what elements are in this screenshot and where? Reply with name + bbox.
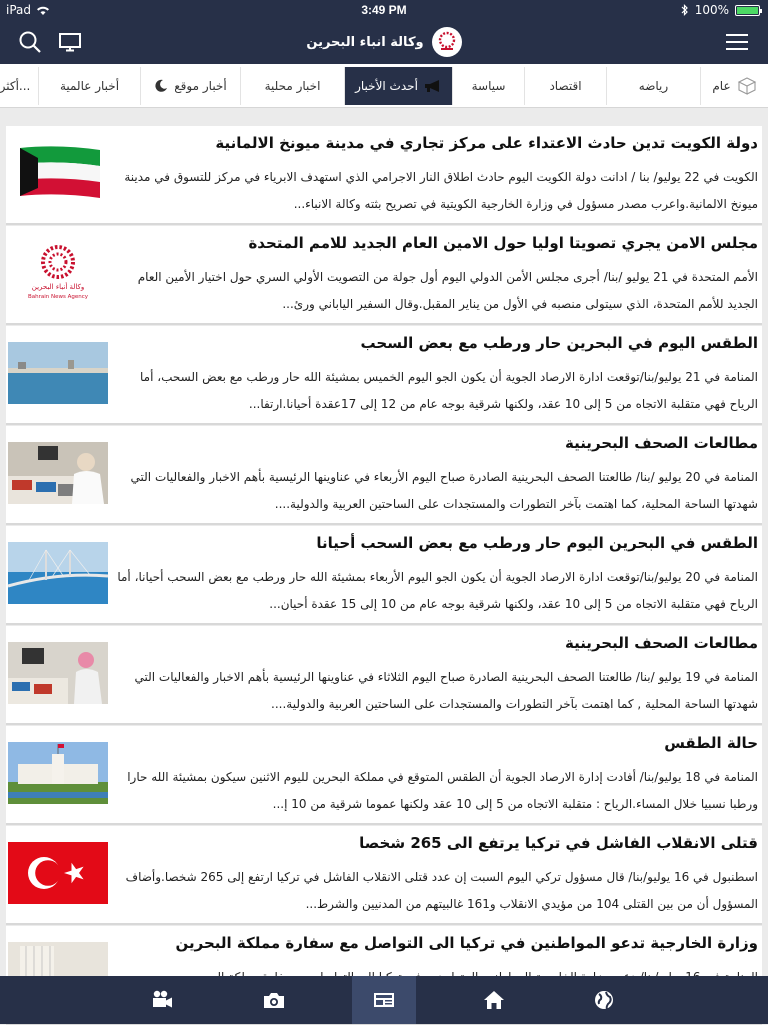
- clock: 3:49 PM: [361, 3, 407, 17]
- tab-local-news[interactable]: [240, 67, 344, 105]
- tab-label: أخبار عالمية: [59, 79, 120, 93]
- video-camera-icon: [151, 990, 173, 1010]
- tab-label: اقتصاد: [549, 79, 582, 93]
- article-title: دولة الكويت تدين حادث الاعتداء على مركز تجاري في مدينة ميونخ الالمانية: [215, 134, 758, 152]
- palace-photo-thumbnail: [8, 742, 108, 804]
- article-title: مجلس الامن يجري تصويتا اوليا حول الامين العام الجديد للامم المتحدة: [248, 234, 758, 252]
- tab-more[interactable]: [0, 67, 38, 105]
- tab-sports[interactable]: [606, 67, 700, 105]
- turkey-flag-thumbnail: [8, 842, 108, 904]
- article-title: مطالعات الصحف البحرينية: [564, 434, 758, 452]
- newspaper-photo-thumbnail: [8, 642, 108, 704]
- article-title: مطالعات الصحف البحرينية: [564, 634, 758, 652]
- news-card[interactable]: [6, 126, 762, 225]
- article-title: حالة الطقس: [664, 734, 758, 752]
- navigation-bar: [0, 20, 768, 64]
- article-summary: اسطنبول في 16 يوليو/بنا/ قال مسؤول تركي اليوم السبت إن عدد قتلى الانقلاب الفاشل في تركيا ارتفع إلى 265 شخصا.وأضاف المسؤول أن من بين القتلى 104 من مؤيدي الانقلاب و161 غالبيتهم من المدنيين والشرط...: [125, 870, 758, 911]
- battery-icon: [735, 5, 760, 16]
- news-card[interactable]: [6, 326, 762, 425]
- news-feed[interactable]: [6, 126, 762, 976]
- newspaper-photo-thumbnail: [8, 442, 108, 504]
- bottom-tab-news[interactable]: [352, 976, 416, 1024]
- article-summary: المنامة في 18 يوليو/بنا/ أفادت إدارة الارصاد الجوية أن الطقس المتوقع في مملكة البحرين لليوم الاثنين سيكون بمشيئة الله حارا ورطبا نسبيا خلال المساء.الرياح : متقلبة الاتجاه من 5 إلى 10 عقد ولكنها عموما شرقية من 10 إ...: [127, 770, 758, 811]
- article-summary: الكويت في 22 يوليو/ بنا / ادانت دولة الكويت اليوم حادث اطلاق النار الاجرامي الذي استهدف الابرياء في مركز للتسوق في مدينة ميونخ الالمانية.واعرب مصدر مسؤول في وزارة الخارجية الكويتية في تصريح بثته وكالة الانباء...: [124, 170, 758, 211]
- newspaper-icon: [373, 992, 395, 1008]
- moon-icon: [154, 79, 168, 93]
- tab-label: أخبار موقع: [174, 79, 227, 93]
- article-summary: المنامة في 21 يوليو/بنا/توقعت ادارة الارصاد الجوية أن يكون الجو اليوم الخميس بمشيئة الله حار ورطب مع بعض السحب، أما الرياح فهي متقلبة الاتجاه من 5 إلى 10 عقد، ولكنها شرقية بوجه عام من 12 إلى 17عقدة أحيانا.ارتفا...: [140, 370, 758, 411]
- bottom-tab-bar: [0, 976, 768, 1024]
- bottom-tab-photos[interactable]: [242, 976, 306, 1024]
- tab-general[interactable]: [700, 67, 768, 105]
- kuwait-flag-thumbnail: [8, 142, 108, 204]
- news-card[interactable]: [6, 626, 762, 725]
- news-card[interactable]: [6, 426, 762, 525]
- tab-site-news[interactable]: [140, 67, 240, 105]
- battery-percent: 100%: [694, 3, 729, 17]
- bottom-tab-world[interactable]: [572, 976, 636, 1024]
- article-summary: المنامة في 20 يوليو /بنا/ طالعتنا الصحف البحرينية الصادرة صباح اليوم الأربعاء في عناوينها الرئيسية بأهم الاخبار والفعاليات التي شهدتها الساحة المحلية، كما اهتمت بآخر التطورات والمستجدات على الساحتين العربية والدولية....: [130, 470, 758, 511]
- tab-world-news[interactable]: [38, 67, 140, 105]
- article-title: الطقس في البحرين اليوم حار ورطب مع بعض السحب أحيانا: [316, 534, 758, 552]
- page-title: وكالة انباء البحرين: [306, 34, 424, 50]
- bna-logo-icon: [436, 31, 458, 53]
- cube-icon: [737, 77, 757, 95]
- tab-economy[interactable]: [524, 67, 606, 105]
- article-summary: الأمم المتحدة في 21 يوليو /بنا/ أجرى مجلس الأمن الدولي اليوم أول جولة من التصويت الأولي السري حول اختيار الأمين العام الجديد للأمم المتحدة، الذي سيتولى منصبه في الأول من يناير المقبل.وقال السفير الياباني ورئ...: [137, 270, 758, 311]
- tab-label: اخبار محلية: [264, 79, 321, 93]
- menu-button[interactable]: [723, 28, 751, 56]
- megaphone-icon: [424, 79, 442, 93]
- camera-icon: [263, 991, 285, 1009]
- tab-label: رياضه: [638, 79, 669, 93]
- bottom-tab-video[interactable]: [130, 976, 194, 1024]
- news-card[interactable]: [6, 726, 762, 825]
- logo-caption-ar: وكالة أنباء البحرين: [31, 283, 85, 291]
- article-title: الطقس اليوم في البحرين حار ورطب مع بعض السحب: [360, 334, 758, 352]
- article-summary: المنامة في 19 يوليو /بنا/ طالعتنا الصحف البحرينية الصادرة صباح اليوم الثلاثاء في عناوينها الرئيسية بأهم الاخبار والفعاليات التي شهدتها الساحة المحلية , كما اهتمت بآخر التطورات والمستجدات على الساحتين العربية والدولية....: [134, 670, 758, 711]
- logo-caption-en: Bahrain News Agency: [27, 294, 89, 300]
- article-title: قتلى الانقلاب الفاشل في تركيا يرتفع الى 265 شخصا: [359, 834, 758, 852]
- news-card[interactable]: [6, 226, 762, 325]
- globe-icon: [593, 989, 615, 1011]
- bottom-tab-home[interactable]: [462, 976, 526, 1024]
- article-summary: المنامة في 20 يوليو/بنا/توقعت ادارة الارصاد الجوية أن يكون الجو اليوم الأربعاء بمشيئة الله حار ورطب مع بعض السحب أحيانا، أما الرياح فهي متقلبة الاتجاه من 5 إلى 10 عقد، ولكنها شرقية بوجه عام من 10 إلى 15 عقدة أحيان...: [117, 570, 758, 611]
- bna-logo-thumbnail: [8, 242, 108, 304]
- device-name: iPad: [6, 3, 32, 17]
- bridge-photo-thumbnail: [8, 342, 108, 404]
- news-card[interactable]: [6, 826, 762, 925]
- tab-label: عام: [712, 79, 731, 93]
- category-tabs: [0, 64, 768, 108]
- article-title: وزارة الخارجية تدعو المواطنين في تركيا الى التواصل مع سفارة مملكة البحرين: [175, 934, 758, 952]
- home-icon: [483, 990, 505, 1010]
- agency-logo: [432, 27, 462, 57]
- tab-label: أكثر...: [0, 79, 31, 93]
- bridge-photo-thumbnail: [8, 542, 108, 604]
- news-card[interactable]: [6, 526, 762, 625]
- tab-politics[interactable]: [452, 67, 524, 105]
- tab-latest-news[interactable]: [344, 67, 452, 105]
- bluetooth-icon: [681, 4, 689, 16]
- tab-label: أحدث الأخبار: [355, 79, 418, 93]
- tab-label: سياسة: [471, 79, 506, 93]
- status-bar: [0, 0, 768, 20]
- hamburger-menu-icon: [725, 32, 749, 52]
